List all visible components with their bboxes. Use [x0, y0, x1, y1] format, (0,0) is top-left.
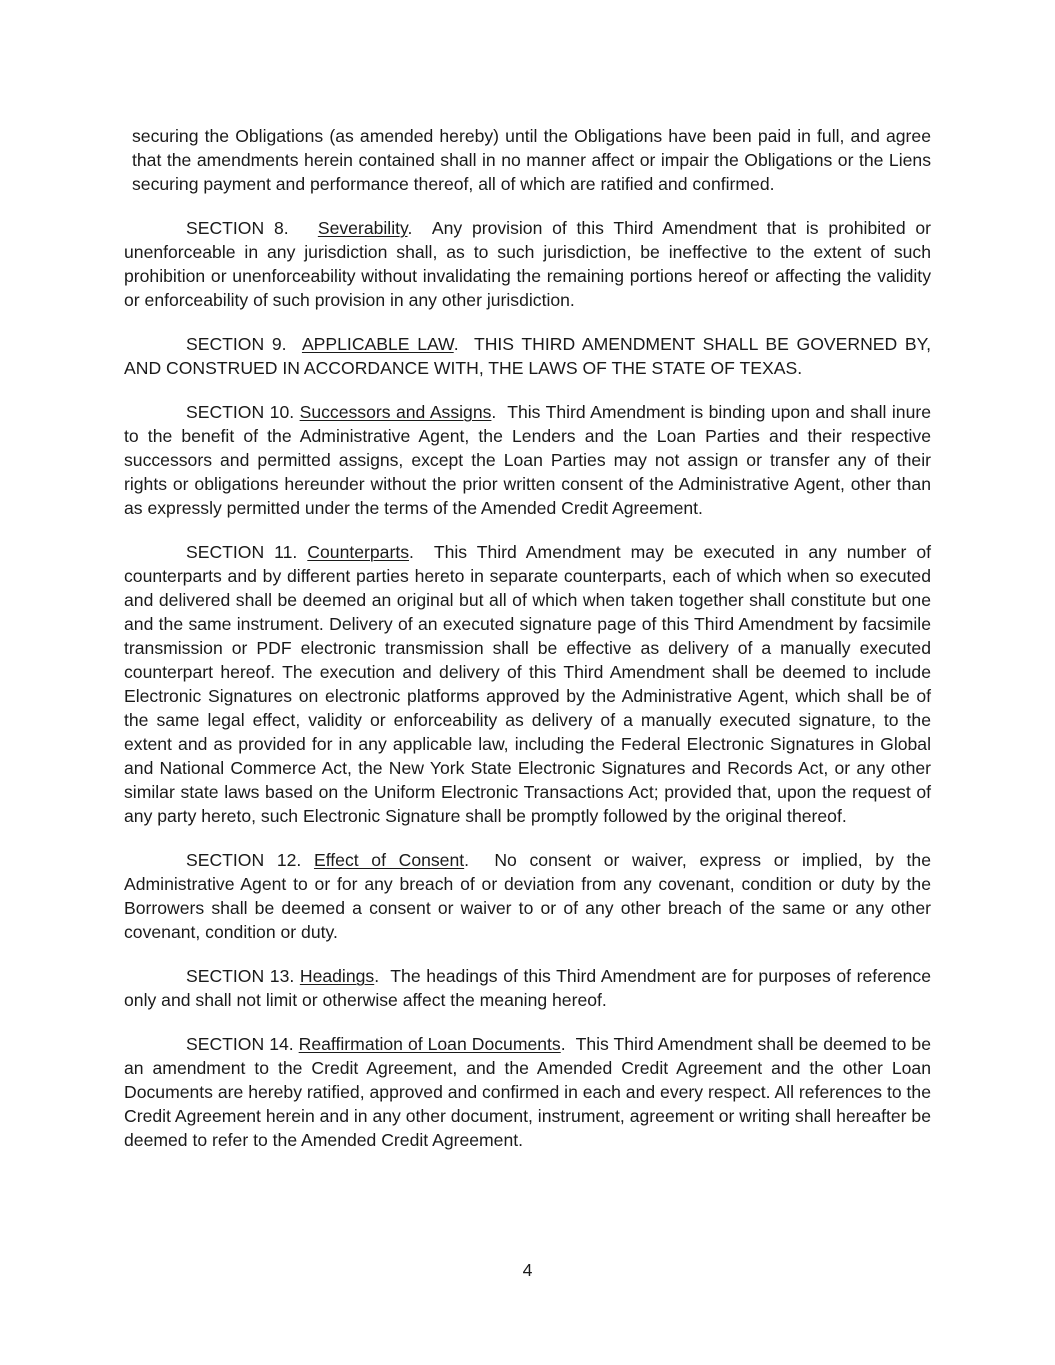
document-page: [124, 124, 931, 1172]
section-number: SECTION 12.: [186, 850, 302, 870]
page-number: 4: [522, 1260, 533, 1280]
heading-period: .: [409, 542, 414, 562]
section-9: [124, 332, 931, 380]
section-number: SECTION 13.: [186, 966, 295, 986]
section-body: Any provision of this Third Amendment that is prohibited or unenforceable in any jurisdiction shall, as to such jurisdiction, be ineffective to the extent of such prohibition or unenforceability without invalidating the remaining portions hereof or affecting the validity or enforceability of such provision in any other jurisdiction.: [124, 218, 931, 310]
section-number: SECTION 8.: [186, 218, 289, 238]
continuation-paragraph: securing the Obligations (as amended hereby) until the Obligations have been paid in full, and agree that the amendments herein contained shall in no manner affect or impair the Obligations or the Liens securing payment and performance thereof, all of which are ratified and confirmed.: [132, 126, 931, 194]
section-11: [124, 540, 931, 828]
section-body: This Third Amendment is binding upon and shall inure to the benefit of the Administrative Agent, the Lenders and the Loan Parties and their respective successors and permitted assigns, except the Loan Parties may not assign or transfer any of their rights or obligations hereunder without the prior written consent of the Administrative Agent, other than as expressly permitted under the terms of the Amended Credit Agreement.: [124, 402, 932, 518]
section-number: SECTION 10.: [186, 402, 295, 422]
section-14: [124, 1032, 931, 1152]
section-body: The headings of this Third Amendment are for purposes of reference only and shall not limit or otherwise affect the meaning hereof.: [124, 966, 931, 1010]
section-heading: Severability: [317, 218, 408, 238]
section-body: This Third Amendment may be executed in any number of counterparts and by different parties hereto in separate counterparts, each of which when so executed and delivered shall be deemed an original but all of which when taken together shall constitute but one and the same instrument. Delivery of an executed signature page of this Third Amendment by facsimile transmission or PDF electronic transmission shall be effective as delivery of a manually executed counterpart hereof. The execution and delivery of this Third Amendment shall be deemed to include Electronic Signatures on electronic platforms approved by the Administrative Agent, which shall be of the same legal effect, validity or enforceability as delivery of a manually executed signature, to the extent and as provided for in any applicable law, including the Federal Electronic Signatures in Global and National Commerce Act, the New York State Electronic Signatures and Records Act, or any other similar state laws based on the Uniform Electronic Transactions Act; provided that, upon the request of any party hereto, such Electronic Signature shall be promptly followed by the original thereof.: [124, 542, 932, 826]
section-heading: Counterparts: [307, 542, 410, 562]
section-body: No consent or waiver, express or implied, by the Administrative Agent to or for any breach of or deviation from any covenant, condition or duty by the Borrowers shall be deemed a consent or waiver to or of any other breach of the same or any other covenant, condition or duty.: [124, 850, 931, 942]
section-heading: Headings: [299, 966, 375, 986]
section-body: THIS THIRD AMENDMENT SHALL BE GOVERNED BY, AND CONSTRUED IN ACCORDANCE WITH, THE LAWS OF THE STATE OF TEXAS.: [124, 334, 932, 378]
section-heading: Effect of Consent: [313, 850, 465, 870]
heading-period: .: [407, 218, 413, 238]
section-number: SECTION 9.: [186, 334, 287, 354]
section-heading: APPLICABLE LAW: [301, 334, 454, 354]
section-heading: Successors and Assigns: [299, 402, 492, 422]
section-body: This Third Amendment shall be deemed to be an amendment to the Credit Agreement, and the Amended Credit Agreement and the other Loan Documents are hereby ratified, approved and confirmed in each and every respect. All references to the Credit Agreement herein and in any other document, instrument, agreement or writing shall hereafter be deemed to refer to the Amended Credit Agreement.: [124, 1034, 931, 1150]
section-heading: Reaffirmation of Loan Documents: [298, 1034, 561, 1054]
section-12: [124, 848, 931, 944]
heading-period: .: [491, 402, 497, 422]
heading-period: .: [453, 334, 459, 354]
section-13: [124, 964, 931, 1012]
section-number: SECTION 11.: [186, 542, 298, 562]
heading-period: .: [374, 966, 380, 986]
section-number: SECTION 14.: [186, 1034, 294, 1054]
section-8: [124, 216, 931, 312]
section-10: [124, 400, 931, 520]
heading-period: .: [560, 1034, 566, 1054]
heading-period: .: [464, 850, 470, 870]
